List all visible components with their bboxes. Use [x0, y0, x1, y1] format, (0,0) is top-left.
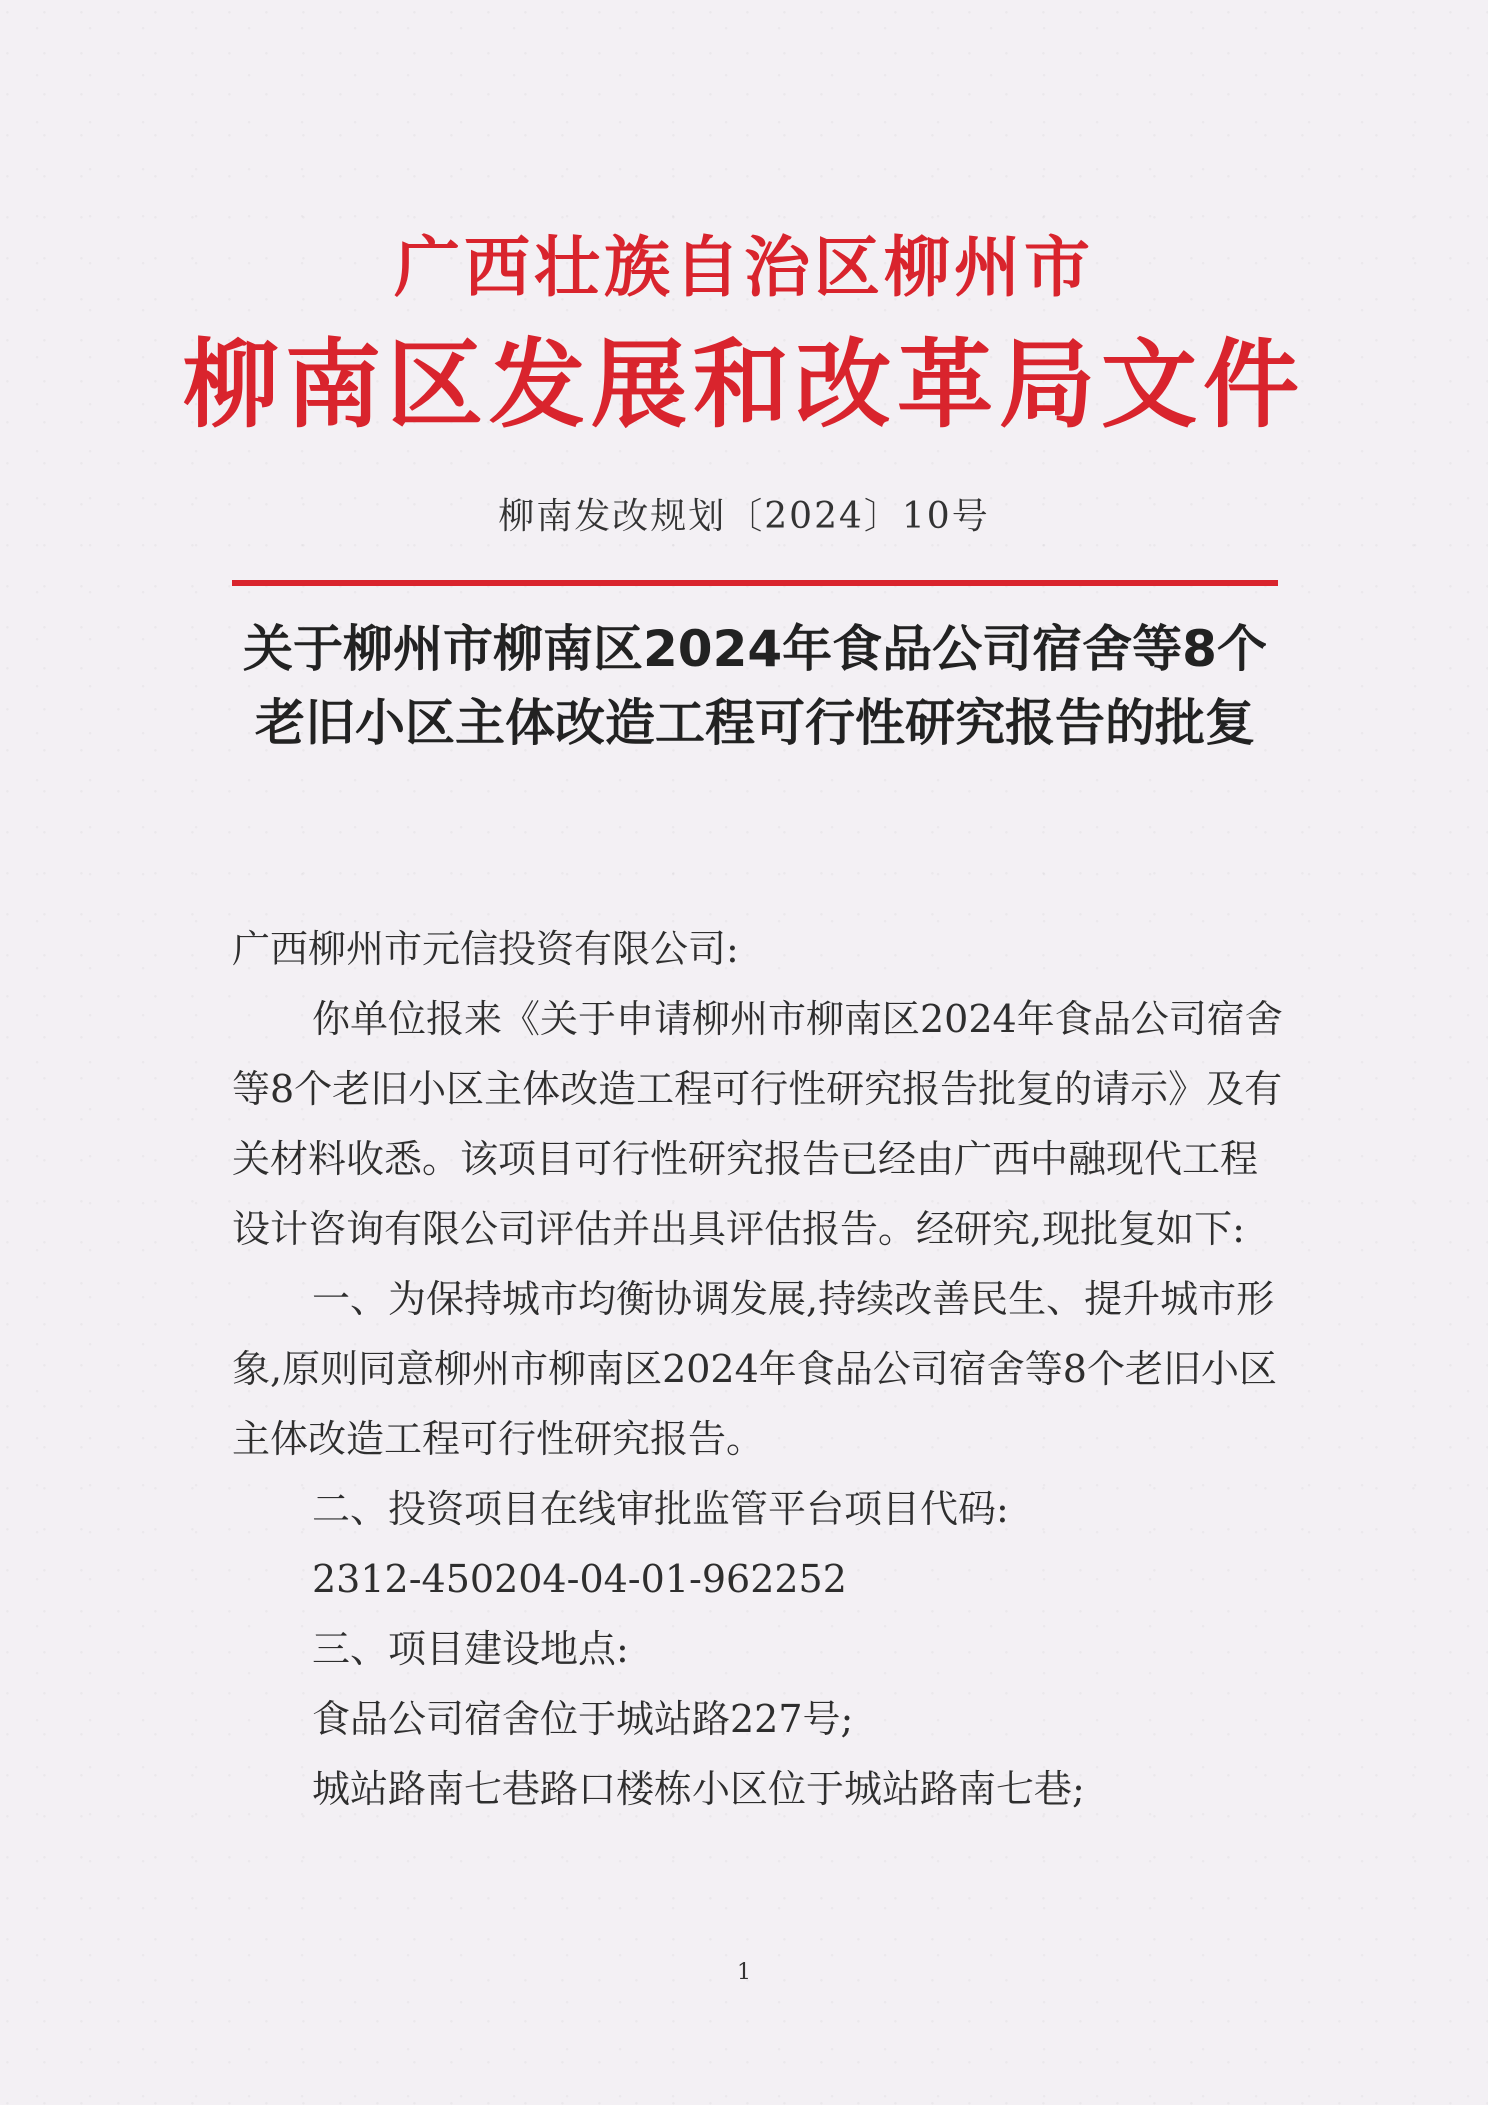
- item-1: 一、为保持城市均衡协调发展,持续改善民生、提升城市形象,原则同意柳州市柳南区2024年食品公司宿舍等8个老旧小区主体改造工程可行性研究报告。: [232, 1277, 1277, 1461]
- addressee: 广西柳州市元信投资有限公司:: [232, 927, 739, 971]
- document-number: 柳南发改规划〔2024〕10号: [498, 496, 990, 537]
- issuer-region: 广西壮族自治区柳州市: [394, 229, 1094, 306]
- item-3-label: 三、项目建设地点:: [312, 1627, 629, 1671]
- item-2-label: 二、投资项目在线审批监管平台项目代码:: [312, 1487, 1009, 1531]
- location-item: 食品公司宿舍位于城站路227号;: [312, 1697, 854, 1741]
- project-code: 2312-450204-04-01-962252: [312, 1557, 847, 1601]
- location-item: 城站路南七巷路口楼栋小区位于城站路南七巷;: [312, 1767, 1085, 1811]
- page-number: 1: [737, 1960, 751, 1985]
- document-title: 关于柳州市柳南区2024年食品公司宿舍等8个老旧小区主体改造工程可行性研究报告的批复: [243, 620, 1267, 752]
- document-body: [232, 914, 1284, 1824]
- issuer-title: 柳南区发展和改革局文件: [183, 329, 1305, 441]
- red-divider: [232, 580, 1278, 586]
- paragraph-intro: 你单位报来《关于申请柳州市柳南区2024年食品公司宿舍等8个老旧小区主体改造工程可行性研究报告批复的请示》及有关材料收悉。该项目可行性研究报告已经由广西中融现代工程设计咨询有限公司评估并出具评估报告。经研究,现批复如下:: [232, 997, 1283, 1251]
